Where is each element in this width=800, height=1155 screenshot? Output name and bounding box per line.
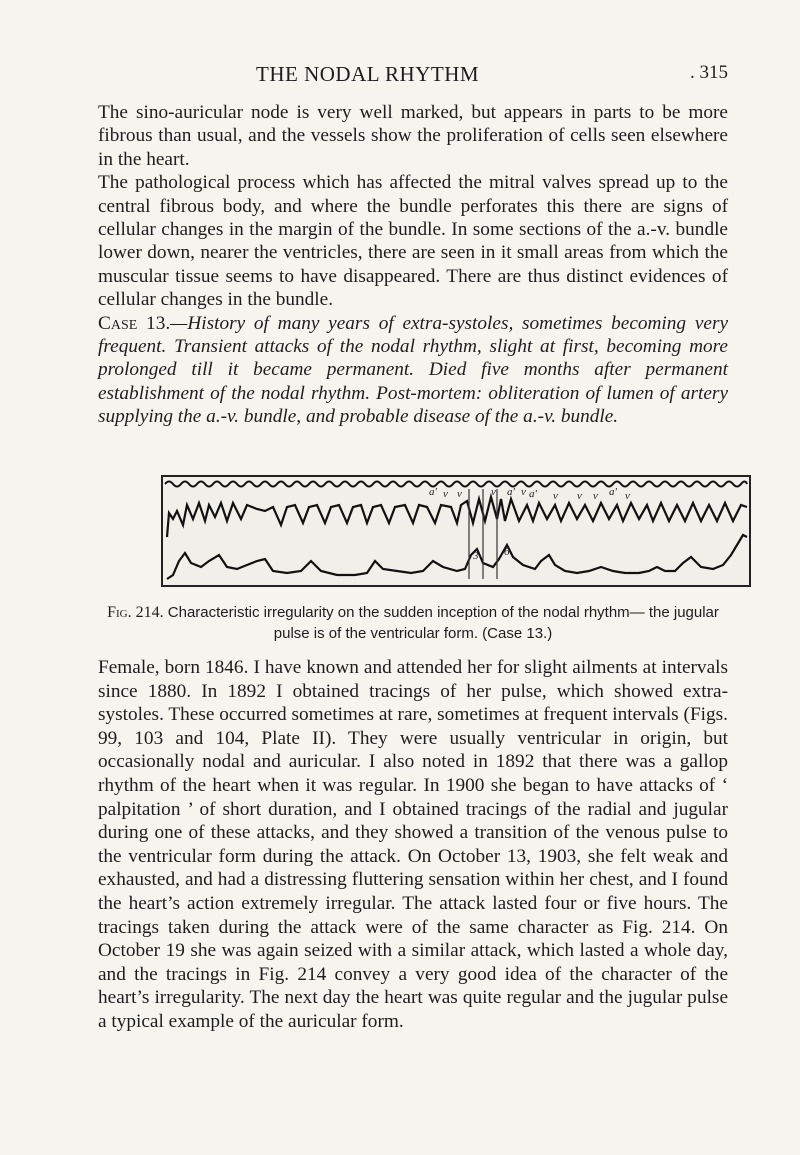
tracing-label: v <box>521 486 526 498</box>
tracing-label: 6 <box>504 546 510 558</box>
tracing-label: v <box>625 490 630 502</box>
tracing-label: v <box>491 486 496 498</box>
figure-label: Fig. 214. <box>107 604 164 621</box>
tracing-label: a' <box>609 486 617 498</box>
tracing-label: a' <box>529 488 537 500</box>
pulse-tracing-figure <box>161 475 751 587</box>
top-text-block <box>98 101 728 429</box>
tracing-label: v <box>443 488 448 500</box>
figure-caption <box>98 602 728 644</box>
page-number: . 315 <box>690 62 728 83</box>
tracing-label: a' <box>507 486 515 498</box>
case-paragraph <box>98 312 728 429</box>
case-label: Case 13. <box>98 312 171 334</box>
tracing-label: v <box>553 490 558 502</box>
pulse-tracing-image <box>161 475 751 587</box>
running-title: THE NODAL RHYTHM <box>256 62 480 86</box>
caption-text: Characteristic irregularity on the sudden inception of the nodal rhythm— the jugular pulse is of the ventricular form. (Case 13.) <box>167 604 719 642</box>
paragraph: Female, born 1846. I have known and attended her for slight ailments at intervals since 1880. In 1892 I obtained tracings of her pulse, which showed extra-systoles. These occurred sometimes at rare, sometimes at frequent intervals (Figs. 99, 103 and 104, Plate II). They were usually ventricular in origin, but occasionally nodal and auricular. I also noted in 1892 that there was a gallop rhythm of the heart when it was regular. In 1900 she began to have attacks of ‘ palpitation ’ of short duration, and I obtained tracings of the radial and jugular during one of these attacks, and they showed a transition of the venous pulse to the ventricular form during the attack. On October 13, 1903, she felt weak and exhausted, and had a distressing fluttering sensation within her chest, and I found the heart’s action extremely irregular. The attack lasted four or five hours. The tracings taken during the attack were of the same character as Fig. 214. On October 19 she was again seized with a similar attack, which lasted a whole day, and the tracings in Fig. 214 convey a very good idea of the character of the heart’s irregularity. The next day the heart was quite regular and the jugular pulse a typical example of the auricular form. <box>98 657 728 1032</box>
tracing-label: v <box>577 490 582 502</box>
tracing-label: a' <box>429 486 437 498</box>
paragraph: The pathological process which has affected the mitral valves spread up to the central fibrous body, and where the bundle perforates this there are signs of cellular changes in the margin of the bundle. In some sections of the a.-v. bundle lower down, nearer the ventricles, there are seen in it small areas from which the muscular tissue seems to have disappeared. There are thus distinct evidences of cellular changes in the bundle. <box>98 172 728 311</box>
bottom-text-block <box>98 656 728 1034</box>
tracing-label: v <box>593 490 598 502</box>
page-header <box>98 62 728 92</box>
tracing-label: 3 <box>473 550 479 562</box>
tracing-label: v <box>457 488 462 500</box>
case-summary: —History of many years of extra-systoles, sometimes becoming very frequent. Transient attacks of the nodal rhythm, slight at first, becoming more prolonged till it became permanent. Died five months after permanent establishment of the nodal rhythm. Post-mortem: obliteration of lumen of artery supplying the a.-v. bundle, and probable disease of the a.-v. bundle. <box>98 312 729 428</box>
paragraph: The sino-auricular node is very well marked, but appears in parts to be more fibrous than usual, and the vessels show the proliferation of cells seen elsewhere in the heart. <box>98 102 728 170</box>
